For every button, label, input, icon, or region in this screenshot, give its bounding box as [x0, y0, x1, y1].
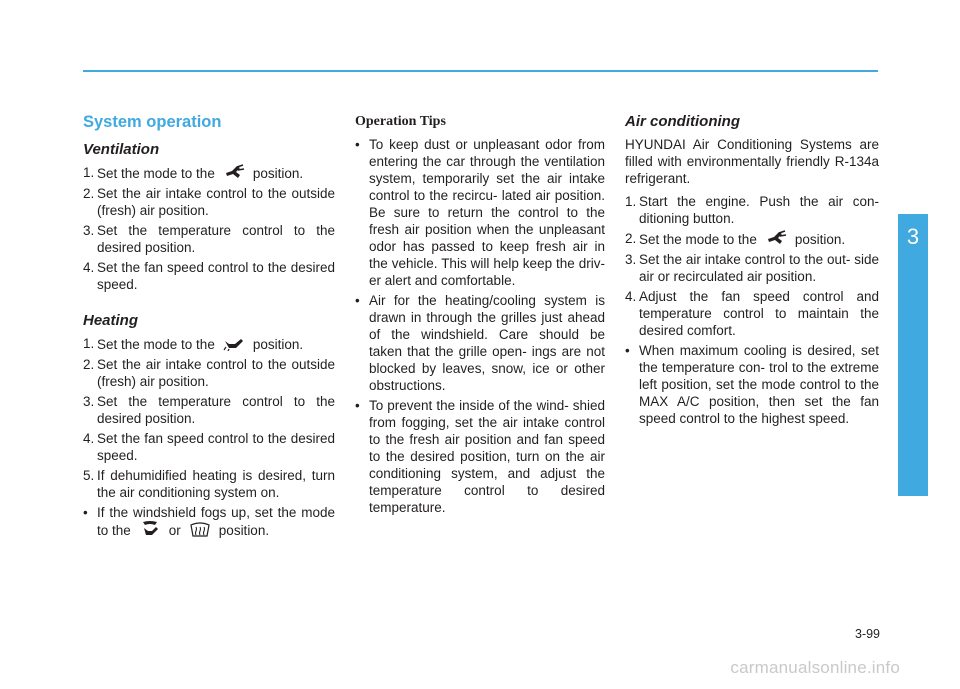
subtitle-air-conditioning: Air conditioning: [625, 113, 740, 130]
list-item: • If the windshield fogs up, set the mode to the or position.: [83, 505, 335, 538]
list-item: • To keep dust or unpleasant odor from entering the car through the ventilation system, temporarily set the air intake control to the recircu- lated air position. Be sure to return the control to the fresh air position when the unpleasant odor has passed to keep fresh air in the vehicle. This will help keep the driv- er alert and comfortable.: [355, 137, 605, 288]
list-item: 3. Set the air intake control to the out- side air or recirculated air position.: [625, 252, 879, 284]
chapter-number: 3: [906, 224, 920, 249]
face-vent-mode-icon: [223, 164, 245, 178]
list-item: 4. Set the fan speed control to the desired speed.: [83, 260, 335, 292]
intro-paragraph: HYUNDAI Air Conditioning Systems are filled with environmentally friendly R-134a refrigerant.: [625, 137, 879, 186]
list-item: 4. Adjust the fan speed control and temperature control to maintain the desired comfort.: [625, 289, 879, 338]
list-item: • When maximum cooling is desired, set the temperature con- trol to the extreme left position, set the mode control to the MAX A/C position, then set the fan speed control to the highest speed.: [625, 343, 879, 426]
defrost-mode-icon: [189, 521, 211, 535]
operation-tips-title: Operation Tips: [355, 114, 446, 129]
chapter-title: Convenient features of your vehicle: [906, 262, 920, 469]
list-item: 1. Start the engine. Push the air con- ditioning button.: [625, 194, 879, 226]
list-item: 2. Set the mode to the position.: [625, 231, 846, 247]
list-item: • Air for the heating/cooling system is drawn in through the grilles just ahead of the windshield. Care should be taken that the grille open- ings are not blocked by leaves, snow, ice or other obstructions.: [355, 293, 605, 393]
section-title-system-operation: System operation: [83, 113, 222, 131]
column-air-conditioning: [625, 108, 879, 430]
subtitle-ventilation: Ventilation: [83, 141, 160, 158]
header-rule: [83, 70, 878, 72]
list-item: 3. Set the temperature control to the desired position.: [83, 394, 335, 426]
list-item: 2. Set the air intake control to the outside (fresh) air position.: [83, 186, 335, 218]
list-item: • To prevent the inside of the wind- shied from fogging, set the air intake control to the fresh air position and fan speed to the desired position, turn on the air conditioning system, and adjust the temperature control to desired temperature.: [355, 398, 605, 515]
subtitle-heating: Heating: [83, 312, 139, 329]
page-number: 3-99: [854, 627, 880, 641]
list-item: 3. Set the temperature control to the desired position.: [83, 223, 335, 255]
list-item: 1. Set the mode to the position.: [83, 165, 304, 181]
column-system-operation: [83, 108, 335, 542]
list-item: 2. Set the air intake control to the outside (fresh) air position.: [83, 357, 335, 389]
column-operation-tips: [355, 108, 605, 519]
list-item: 4. Set the fan speed control to the desired speed.: [83, 431, 335, 463]
list-item: 5. If dehumidified heating is desired, turn the air conditioning system on.: [83, 468, 335, 500]
list-item: 1. Set the mode to the position.: [83, 336, 304, 352]
watermark: carmanualsonline.info: [730, 658, 900, 677]
face-vent-mode-icon: [765, 230, 787, 244]
floor-mode-icon: [223, 335, 245, 349]
floor-defrost-mode-icon: [139, 521, 161, 535]
